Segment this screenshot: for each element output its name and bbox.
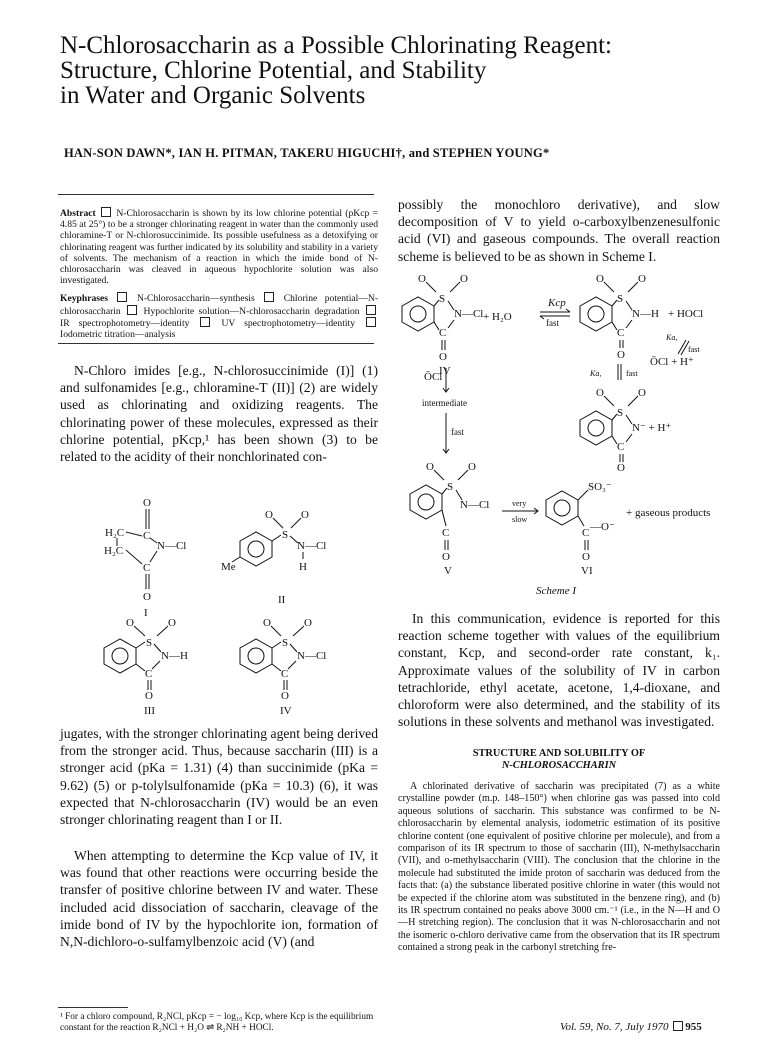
section-heading-line-2: N-CHLOROSACCHARIN — [501, 760, 617, 771]
title-line-2: Structure, Chlorine Potential, and Stability — [60, 57, 487, 84]
intro-paragraph-1: N-Chloro imides [e.g., N-chlorosuccinimide (I)] (1) and sulfonamides [e.g., chloramine-T (II)] (2) are widely used as chlorinating and oxidizing reagents. The chlorinating power of these molecules, expressed as their chlorine potential, pKcp,¹ has been shown (3) to be related to the acidity of their nonchlorinated con- — [60, 363, 378, 465]
atom-me: Me — [221, 561, 236, 573]
atom-n-h: N—H — [632, 308, 659, 320]
fast-label: fast — [688, 345, 700, 354]
scheme-molecule-v — [410, 461, 489, 577]
title-line-3: in Water and Organic Solvents — [60, 82, 366, 109]
abstract-text: N-Chlorosaccharin is shown by its low chlorine potential (pKcp = 4.85 at 25°) to be a stronger chlorinating reagent in water than the commonly used chloramine-T or N-chlorosuccinimide. Its possible usefulness as a detoxifying or chlorinating reagent was further indicated by its solubility and stability in a variety of solvents. The mechanism of a reaction in which the imide bond of N-chlorosaccharin was cleaved in aqueous hypochlorite solution was also investigated. — [60, 208, 378, 287]
atom-s: S — [617, 293, 624, 305]
structure-label-iv: IV — [280, 705, 292, 716]
slow-label: slow — [512, 515, 528, 524]
atom-n-cl: N—Cl — [297, 540, 327, 552]
scheme-molecule-vi — [546, 481, 615, 577]
atom-o: O — [468, 461, 476, 473]
section-box-icon — [200, 317, 210, 327]
keyphrase-item: Chlorine potential—N-chlorosaccharin — [60, 293, 379, 317]
atom-o: O — [143, 497, 151, 509]
ocl-reagent: ŌCl — [424, 371, 443, 383]
keyphrase-item: UV spectrophotometry—identity — [221, 317, 355, 329]
atom-o: O — [596, 387, 604, 399]
ka-label: Ka, — [666, 333, 678, 342]
atom-c: C — [617, 327, 625, 339]
scheme-caption: Scheme I — [536, 585, 577, 597]
atom-o: O — [301, 509, 309, 521]
atom-o: O — [281, 690, 289, 702]
scheme-i-figure — [398, 268, 728, 583]
atom-c: C — [143, 530, 151, 542]
kcp-label: Kcp — [548, 297, 566, 309]
section-box-icon — [673, 1021, 683, 1031]
section-box-icon — [264, 292, 274, 302]
atom-s: S — [282, 529, 289, 541]
gaseous-products: + gaseous products — [626, 507, 711, 519]
atom-o: O — [418, 273, 426, 285]
article-title — [60, 33, 700, 108]
page-number: 955 — [685, 1021, 702, 1033]
fast-label: fast — [546, 318, 559, 328]
atom-o: O — [168, 617, 176, 629]
atom-o: O — [442, 551, 450, 563]
intro-paragraph-3: When attempting to determine the Kcp value of IV, it was found that other reactions were occurring beside the transfer of positive chlorine between IV and water. These included acid dissociation of saccharin, cleavage of the imide bond of IV by the hypochlorite ion, formation of N,N-dichloro-o-sulfamylbenzoic acid (V) (and — [60, 848, 378, 950]
section-box-icon — [101, 207, 111, 217]
right-paragraph-3: A chlorinated derivative of saccharin was precipitated (7) as a white crystalline powder (m.p. 148–150°) when chlorine gas was passed into cold aqueous solutions of saccharin. This substance was confirmed to be N-chlorosaccharin by elemental analysis, iodometric estimation of its positive chlorine content (one equivalent of positive chlorine per molecule), and from a comparison of its IR spectrum to those of saccharin (III), N-methylsaccharin (VII), and o-methylsaccharin (VIII). The conclusion that the chlorine in the molecule had substituted the imide proton of saccharin was deduced from the facts that: (a) the substance liberated positive chlorine in water (this would not be expected if the chlorine atom was substituted in the benzene ring), and (b) its IR spectrum contained no peaks above 3000 cm.⁻¹ (i.e., in the N—H and O—H stretching region). The conclusion that it was N-chlorosaccharin and not the isomeric o-chloro derivative came from the observation that its IR spectrum contained a strong peak in the carbonyl stretching fre- — [398, 781, 720, 954]
atom-s: S — [146, 637, 153, 649]
anion-plus-h: N⁻ + H⁺ — [632, 422, 672, 434]
atom-o: O — [460, 273, 468, 285]
atom-o: O — [617, 462, 625, 474]
section-box-icon — [366, 305, 376, 315]
atom-o: O — [126, 617, 134, 629]
scheme-molecule-iv — [402, 273, 483, 377]
keyphrases-label: Keyphrases — [60, 293, 108, 305]
atom-s: S — [617, 407, 624, 419]
atom-o: O — [145, 690, 153, 702]
atom-h: H — [299, 561, 307, 573]
footnote: ¹ For a chloro compound, R₂NCl, pKcp = − log₁₀ Kcp, where Kcp is the equilibrium constant for the reaction R₂NCl + H₂O ⇌ R₂NH + HOCl. — [60, 1012, 374, 1033]
intro-paragraph-2: jugates, with the stronger chlorinating agent being derived from the stronger acid. Thus, because saccharin (III) is a stronger acid (pKa = 1.31) (4) than succinimide (pKa = 9.62) (5) or p-tolylsulfonamide (pKa = 10.3) (6), it was expected that N-chlorosaccharin (IV) would be an even stronger chlorinating reagent than I or II. — [60, 726, 378, 828]
atom-n-cl: N—Cl — [157, 540, 187, 552]
plus-water: + H₂O — [483, 311, 512, 323]
keyphrase-item: N-Chlorosaccharin—synthesis — [136, 293, 255, 305]
atom-h2c: H₂C — [104, 545, 124, 557]
atom-o: O — [596, 273, 604, 285]
structure-label-i: I — [144, 607, 148, 619]
keyphrase-item: Iodometric titration—analysis — [60, 329, 176, 341]
keyphrase-item: IR spectrophotometry—identity — [60, 317, 190, 329]
carboxylate: —O⁻ — [590, 521, 615, 533]
atom-s: S — [282, 637, 289, 649]
author-list: HAN-SON DAWN*, IAN H. PITMAN, TAKERU HIGUCHI†, and STEPHEN YOUNG* — [64, 146, 550, 160]
scheme-molecule-saccharin — [580, 273, 659, 361]
so3-group: SO₃⁻ — [588, 481, 612, 493]
structure-iii — [104, 617, 188, 716]
atom-c: C — [617, 441, 625, 453]
very-label: very — [512, 499, 527, 508]
section-box-icon — [127, 305, 137, 315]
ka-label: Ka, — [590, 369, 602, 378]
atom-n-cl: N—Cl — [297, 650, 327, 662]
fast-label: fast — [626, 369, 638, 378]
structure-label-vi: VI — [581, 565, 593, 577]
atom-c: C — [439, 327, 447, 339]
structure-label-v: V — [444, 565, 452, 577]
atom-h2c: H₂C — [105, 527, 125, 539]
atom-c: C — [442, 527, 450, 539]
title-line-1: N-Chlorosaccharin as a Possible Chlorinating Reagent: — [60, 32, 612, 59]
atom-c: C — [143, 562, 151, 574]
atom-c: C — [582, 527, 590, 539]
atom-o: O — [426, 461, 434, 473]
plus-hocl: + HOCl — [668, 308, 704, 320]
abstract-bottom-rule — [58, 343, 374, 344]
atom-o: O — [304, 617, 312, 629]
structure-ii — [221, 509, 326, 606]
journal-citation: Vol. 59, No. 7, July 1970 — [560, 1021, 669, 1033]
atom-c: C — [145, 668, 153, 680]
abstract-top-rule — [58, 194, 374, 195]
atom-n-h: N—H — [161, 650, 188, 662]
atom-o: O — [638, 273, 646, 285]
atom-n-cl: N—Cl — [460, 499, 490, 511]
atom-o: O — [143, 591, 151, 603]
keyphrases-paragraph — [60, 292, 378, 340]
atom-s: S — [439, 293, 446, 305]
structure-i — [104, 497, 186, 619]
right-paragraph-2: In this communication, evidence is reported for this reaction scheme together with values of the equilibrium constant, Kcp, and second-order rate constant, k₁. Approximate values of the solubility of IV in carbon tetrachloride, ethyl acetate, acetone, 1,4-dioxane, and chloroform were also determined, and the stability of its solutions in these solvents and methanol was investigated. — [398, 611, 720, 730]
structure-label-ii: II — [278, 594, 286, 606]
structures-figure — [60, 496, 378, 716]
section-heading-line-1: STRUCTURE AND SOLUBILITY OF — [472, 748, 646, 759]
atom-o: O — [265, 509, 273, 521]
abstract-label: Abstract — [60, 208, 96, 219]
intermediate-label: intermediate — [422, 398, 467, 408]
atom-o: O — [582, 551, 590, 563]
section-heading — [398, 748, 720, 772]
structure-iv — [240, 617, 326, 716]
abstract-block — [60, 207, 378, 340]
section-box-icon — [366, 317, 376, 327]
ocl-plus-h: ŌCl + H⁺ — [650, 356, 694, 368]
scheme-molecule-saccharin-anion — [580, 387, 671, 474]
fast-label: fast — [451, 427, 464, 437]
structure-label-iii: III — [144, 705, 155, 716]
abstract-paragraph — [60, 207, 378, 286]
atom-o: O — [617, 349, 625, 361]
page-footer — [560, 1021, 702, 1033]
atom-c: C — [281, 668, 289, 680]
atom-o: O — [263, 617, 271, 629]
right-paragraph-1: possibly the monochloro derivative), and slow decomposition of V to yield o-carboxylbenzenesulfonic acid (VI) and gaseous compounds. The overall reaction scheme is believed to be as shown in Scheme I. — [398, 197, 720, 264]
atom-o: O — [439, 351, 447, 363]
atom-s: S — [447, 481, 454, 493]
section-box-icon — [117, 292, 127, 302]
atom-n-cl: N—Cl — [454, 308, 484, 320]
atom-o: O — [638, 387, 646, 399]
footnote-rule — [58, 1007, 128, 1008]
keyphrase-item: Hypochlorite solution—N-chlorosaccharin degradation — [143, 305, 360, 317]
structure-label-iv: IV — [439, 365, 451, 377]
